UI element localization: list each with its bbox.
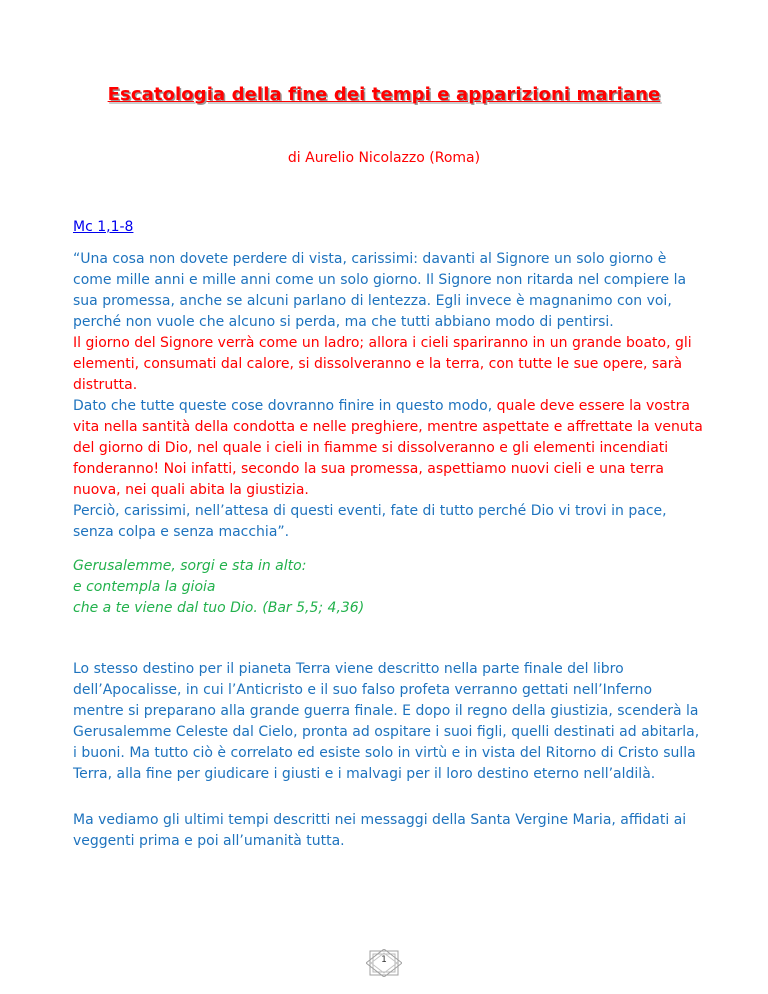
scripture-reference-link[interactable]: Mc 1,1-8 <box>73 219 134 235</box>
paragraph-apocalypse: Lo stesso destino per il pianeta Terra viene descritto nella parte finale del libro dell’Apocalisse, in cui l’Anticristo e il suo falso profeta verranno gettati nell’Inferno mentre si preparano alla grande guerra finale. E dopo il regno della giustizia, scenderà la Gerusalemme Celeste dal Cielo, pronta ad ospitare i suoi figli, quelli destinati ad abitarla, i buoni. Ma tutto ciò è correlato ed esiste solo in virtù e in vista del Ritorno di Cristo sulla Terra, alla fine per giudicare i giusti e i malvagi per il loro destino eterno nell’aldilà. <box>73 661 700 782</box>
quote-sentence-5: Perciò, carissimi, nell’attesa di questi eventi, fate di tutto perché Dio vi trovi in pace, senza colpa e senza macchia”. <box>73 503 667 540</box>
scripture-quote <box>73 249 703 543</box>
poem-line-3: che a te viene dal tuo Dio. (Bar 5,5; 4,36) <box>73 600 365 616</box>
page-number: 1 <box>381 955 387 965</box>
quote-sentence-2: Il giorno del Signore verrà come un ladro; allora i cieli spariranno in un grande boato, gli elementi, consumati dal calore, si dissolveranno e la terra, con tutte le sue opere, sarà distrutta. <box>73 335 692 393</box>
poem-line-1: Gerusalemme, sorgi e sta in alto: <box>73 558 307 574</box>
paragraph-messages: Ma vediamo gli ultimi tempi descritti nei messaggi della Santa Vergine Maria, affidati ai veggenti prima e poi all’umanità tutta. <box>73 812 687 849</box>
poem-line-2: e contempla la gioia <box>73 579 216 595</box>
page-number-badge <box>366 949 402 977</box>
document-title: Escatologia della fine dei tempi e apparizioni mariane <box>107 84 661 105</box>
quote-sentence-4: quale deve essere la vostra vita nella santità della condotta e nelle preghiere, mentre aspettate e affrettate la venuta del giorno di Dio, nel quale i cieli in fiamme si dissolveranno e gli elementi incendiati fonderanno! Noi infatti, secondo la sua promessa, aspettiamo nuovi cieli e una terra nuova, nei quali abita la giustizia. <box>73 398 703 498</box>
author-line: di Aurelio Nicolazzo (Roma) <box>287 150 481 166</box>
quote-sentence-1: “Una cosa non dovete perdere di vista, carissimi: davanti al Signore un solo giorno è come mille anni e mille anni come un solo giorno. Il Signore non ritarda nel compiere la sua promessa, anche se alcuni parlano di lentezza. Egli invece è magnanimo con voi, perché non vuole che alcuno si perda, ma che tutti abbiano modo di pentirsi. <box>73 251 687 330</box>
quote-sentence-3: Dato che tutte queste cose dovranno finire in questo modo, <box>73 398 493 414</box>
poem-quote <box>73 556 703 619</box>
